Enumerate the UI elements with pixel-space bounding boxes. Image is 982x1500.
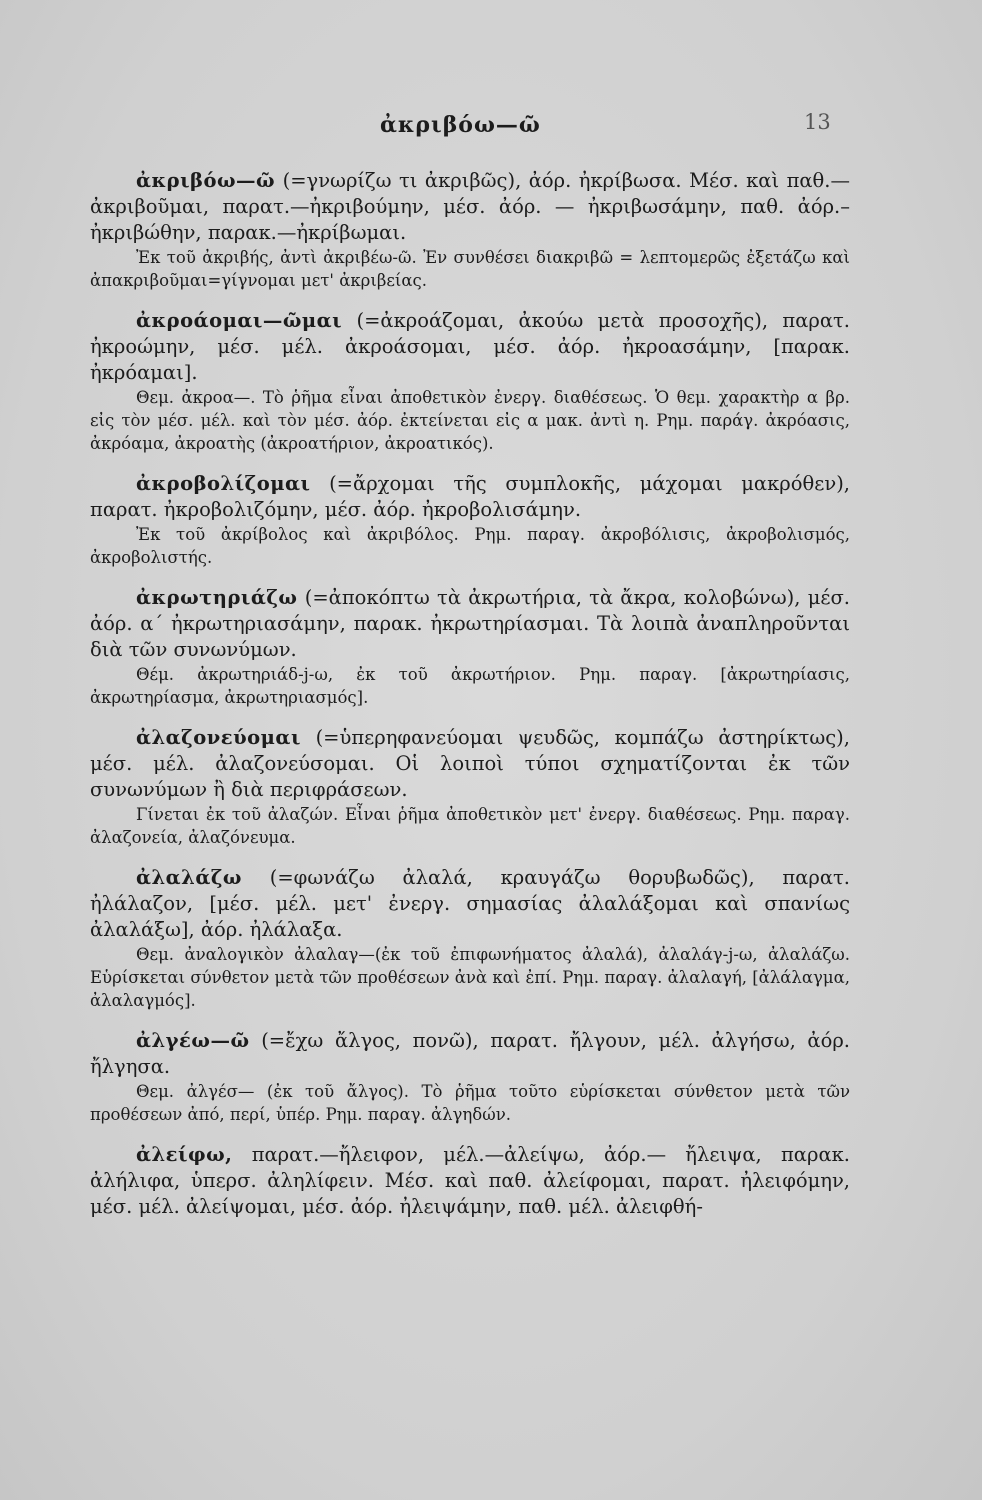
entry-lemma: ἀλείφω,: [136, 1143, 233, 1166]
entry-lemma: ἀκροάομαι—ῶμαι: [136, 309, 343, 332]
entry-note: Θεμ. ἀλγέσ— (ἐκ τοῦ ἄλγος). Τὸ ῥῆμα τοῦτο εὑρίσκεται σύνθετον μετὰ τῶν προθέσεων ἀπό, περί, ὑπέρ. Ρημ. παραγ. ἀλγηδών.: [90, 1082, 850, 1124]
dictionary-entry: [90, 865, 850, 1012]
page-header: [0, 112, 982, 142]
running-head: ἀκριβόω—ῶ: [380, 112, 541, 138]
definition-text: (=γνωρίζω τι ἀκριβῶς), ἀόρ. ἠκρίβωσα. Μέσ. καὶ παθ.—ἀκριβοῦμαι, παρατ.—ἠκριβούμην, μέσ. ἀόρ. — ἠκριβωσάμην, παθ. ἀόρ.– ἠκριβώθην, παρακ.—ἠκρίβωμαι.: [90, 169, 850, 244]
dictionary-entry: [90, 1142, 850, 1220]
entry-definition: [90, 725, 850, 803]
entry-note: Ἐκ τοῦ ἀκριβής, ἀντὶ ἀκριβέω-ῶ. Ἐν συνθέσει διακριβῶ = λεπτομερῶς ἐξετάζω καὶ ἀπακριβοῦμαι=γίγνομαι μετ' ἀκριβείας.: [90, 248, 850, 290]
dictionary-entry: [90, 725, 850, 849]
entry-definition: [90, 1028, 850, 1080]
definition-text: (=ὑπερηφανεύομαι ψευδῶς, κομπάζω ἀστηρίκτως), μέσ. μέλ. ἀλαζονεύσομαι. Οἱ λοιποὶ τύποι σχηματίζονται ἐκ τῶν συνωνύμων ἢ διὰ περιφράσεων.: [90, 726, 850, 801]
entry-lemma: ἀλγέω—ῶ: [136, 1029, 250, 1052]
definition-text: (=ἀποκόπτω τὰ ἀκρωτήρια, τὰ ἄκρα, κολοβώνω), μέσ. ἀόρ. α΄ ἠκρωτηριασάμην, παρακ. ἠκρωτηρίασμαι. Τὰ λοιπὰ ἀναπληροῦνται διὰ τῶν συνωνύμων.: [90, 586, 850, 661]
dictionary-entry: [90, 585, 850, 709]
entry-note: Ἐκ τοῦ ἀκρίβολος καὶ ἀκριβόλος. Ρημ. παραγ. ἀκροβόλισις, ἀκροβολισμός, ἀκροβολιστής.: [90, 525, 850, 567]
entry-definition: [90, 1142, 850, 1220]
definition-text: (=ἀκροάζομαι, ἀκούω μετὰ προσοχῆς), παρατ. ἠκρoώμην, μέσ. μέλ. ἀκροάσομαι, μέσ. ἀόρ. ἠκροασάμην, [παρακ. ἠκρόαμαι].: [90, 309, 851, 384]
dictionary-entry: [90, 471, 850, 569]
definition-text: (=ἄρχομαι τῆς συμπλοκῆς, μάχομαι μακρόθεν), παρατ. ἠκροβολιζόμην, μέσ. ἀόρ. ἠκροβολισάμην.: [90, 472, 850, 521]
entry-definition: [90, 865, 850, 943]
entry-note: Γίνεται ἐκ τοῦ ἀλαζών. Εἶναι ῥῆμα ἀποθετικὸν μετ' ἐνεργ. διαθέσεως. Ρημ. παραγ. ἀλαζονεία, ἀλαζόνευμα.: [90, 805, 850, 847]
entry-definition: [90, 168, 850, 246]
dictionary-body: [90, 168, 850, 1236]
entry-note: Θεμ. ἀναλογικὸν ἀλαλαγ—(ἐκ τοῦ ἐπιφωνήματος ἀλαλά), ἀλαλάγ-j-ω, ἀλαλάζω. Εὑρίσκεται σύνθετον μετὰ τῶν προθέσεων ἀνὰ καὶ ἐπί. Ρημ. παραγ. ἀλαλαγή, [ἀλάλαγμα, ἀλαλαγμός].: [90, 945, 850, 1010]
entry-definition: [90, 585, 850, 663]
entry-note: Θέμ. ἀκρωτηριάδ-j-ω, ἐκ τοῦ ἀκρωτήριον. Ρημ. παραγ. [ἀκρωτηρίασις, ἀκρωτηρίασμα, ἀκρωτηριασμός].: [90, 665, 850, 707]
entry-lemma: ἀλαλάζω: [136, 866, 242, 889]
entry-definition: [90, 308, 850, 386]
dictionary-entry: [90, 168, 850, 292]
entry-lemma: ἀκριβόω—ῶ: [136, 169, 276, 192]
definition-text: (=φωνάζω ἀλαλά, κραυγάζω θορυβωδῶς), παρατ. ἠλάλαζον, [μέσ. μέλ. μετ' ἐνεργ. σημασίας ἀλαλάξομαι καὶ σπανίως ἀλαλάξω], ἀόρ. ἠλάλαξα.: [90, 866, 851, 941]
definition-text: (=ἔχω ἄλγος, πονῶ), παρατ. ἤλγουν, μέλ. ἀλγήσω, ἀόρ. ἤλγησα.: [90, 1029, 850, 1078]
entry-lemma: ἀκροβολίζομαι: [136, 472, 311, 495]
page-number: 13: [804, 110, 831, 134]
dictionary-entry: [90, 1028, 850, 1126]
dictionary-entry: [90, 308, 850, 455]
entry-definition: [90, 471, 850, 523]
entry-note: Θεμ. ἀκροα—. Τὸ ῥῆμα εἶναι ἀποθετικὸν ἐνεργ. διαθέσεως. Ὁ θεμ. χαρακτὴρ α βρ. εἰς τὸν μέσ. μέλ. καὶ τὸν μέσ. ἀόρ. ἐκτείνεται εἰς α μακ. ἀντὶ η. Ρημ. παράγ. ἀκρόασις, ἀκρόαμα, ἀκροατὴς (ἀκροατήριον, ἀκροατικός).: [90, 388, 850, 453]
entry-lemma: ἀλαζονεύομαι: [136, 726, 301, 749]
entry-lemma: ἀκρωτηριάζω: [136, 586, 298, 609]
definition-text: παρατ.—ἤλειφον, μέλ.—ἀλείψω, ἀόρ.— ἤλειψα, παρακ. ἀλήλιφα, ὑπερσ. ἀληλίφειν. Μέσ. καὶ παθ. ἀλείφομαι, παρατ. ἠλειφόμην, μέσ. μέλ. ἀλείψομαι, μέσ. ἀόρ. ἠλειψάμην, παθ. μέλ. ἀλειφθή-: [90, 1143, 850, 1218]
